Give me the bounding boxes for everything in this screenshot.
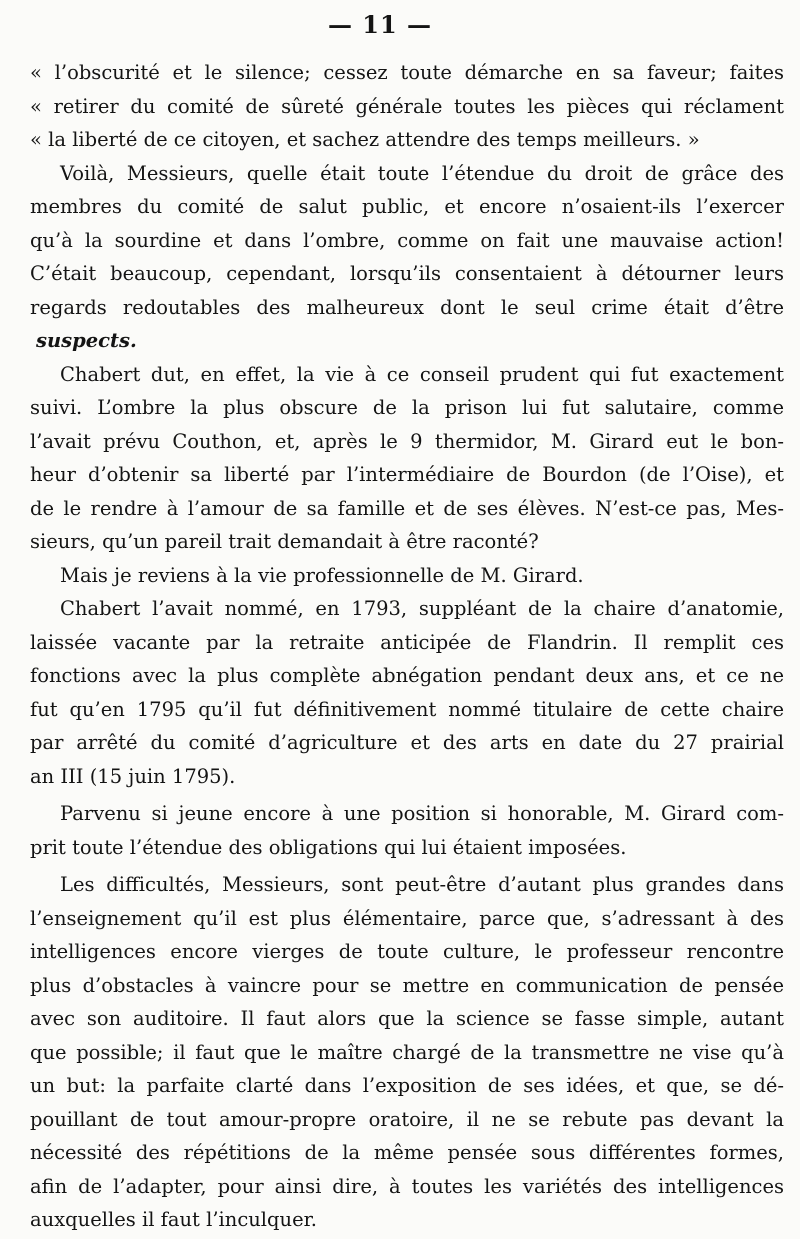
- text-line: avec son auditoire. Il faut alors que la science se fasse simple, autant: [30, 1007, 784, 1030]
- text-line: fonctions avec la plus complète abnégation pendant deux ans, et ce ne: [30, 664, 784, 687]
- text-line: Les difficultés, Messieurs, sont peut-être d’autant plus grandes dans: [60, 873, 784, 896]
- text-line: l’enseignement qu’il est plus élémentaire, parce que, s’adressant à des: [30, 906, 784, 930]
- text-line: plus d’obstacles à vaincre pour se mettre en communication de pensée: [30, 973, 784, 997]
- text-line: sieurs, qu’un pareil trait demandait à être raconté?: [30, 530, 539, 553]
- text-line: fut qu’en 1795 qu’il fut définitivement nommé titulaire de cette chaire: [30, 697, 784, 721]
- text-line: qu’à la sourdine et dans l’ombre, comme on fait une mauvaise action!: [30, 228, 784, 252]
- text-line: nécessité des répétitions de la même pensée sous différentes formes,: [30, 1141, 784, 1164]
- text-line: que possible; il faut que le maître chargé de la transmettre ne vise qu’à: [30, 1040, 784, 1064]
- text-line: pouillant de tout amour-propre oratoire, il ne se rebute pas devant la: [30, 1107, 784, 1131]
- text-line-italic: suspects.: [36, 329, 137, 352]
- text-line: Chabert dut, en effet, la vie à ce conseil prudent qui fut exactement: [60, 362, 784, 386]
- text-line: heur d’obtenir sa liberté par l’intermédiaire de Bourdon (de l’Oise), et: [30, 463, 784, 486]
- text-line: regards redoutables des malheureux dont le seul crime était d’être: [30, 295, 784, 319]
- text-line: par arrêté du comité d’agriculture et des arts en date du 27 prairial: [30, 731, 784, 754]
- text-line: « la liberté de ce citoyen, et sachez attendre des temps meilleurs. »: [30, 128, 700, 151]
- text-line: afin de l’adapter, pour ainsi dire, à toutes les variétés des intelligences: [30, 1174, 784, 1198]
- text-line: membres du comité de salut public, et encore n’osaient-ils l’exercer: [30, 195, 784, 218]
- text-line: « l’obscurité et le silence; cessez toute démarche en sa faveur; faites: [30, 61, 784, 84]
- text-line: Parvenu si jeune encore à une position si honorable, M. Girard com-: [60, 802, 784, 825]
- text-line: prit toute l’étendue des obligations qui lui étaient imposées.: [30, 835, 627, 859]
- text-line: l’avait prévu Couthon, et, après le 9 thermidor, M. Girard eut le bon-: [30, 429, 784, 453]
- text-line: C’était beaucoup, cependant, lorsqu’ils consentaient à détourner leurs: [30, 262, 784, 285]
- text-line: Mais je reviens à la vie professionnelle de M. Girard.: [60, 563, 584, 587]
- text-line: auxquelles il faut l’inculquer.: [30, 1208, 317, 1231]
- text-line: suivi. L’ombre la plus obscure de la prison lui fut salutaire, comme: [30, 396, 784, 419]
- text-line: Chabert l’avait nommé, en 1793, suppléant de la chaire d’anatomie,: [60, 597, 784, 620]
- text-line: Voilà, Messieurs, quelle était toute l’étendue du droit de grâce des: [60, 161, 784, 185]
- text-line: laissée vacante par la retraite anticipée de Flandrin. Il remplit ces: [30, 630, 784, 654]
- text-line: an III (15 juin 1795).: [30, 764, 236, 788]
- text-line: « retirer du comité de sûreté générale toutes les pièces qui réclament: [30, 94, 784, 118]
- text-line: de le rendre à l’amour de sa famille et de ses élèves. N’est-ce pas, Mes-: [30, 496, 784, 520]
- text-line: un but: la parfaite clarté dans l’exposition de ses idées, et que, se dé-: [30, 1074, 784, 1097]
- body-text: [30, 56, 784, 1237]
- text-line: intelligences encore vierges de toute culture, le professeur rencontre: [30, 940, 784, 963]
- page-number: — 11 —: [327, 10, 433, 39]
